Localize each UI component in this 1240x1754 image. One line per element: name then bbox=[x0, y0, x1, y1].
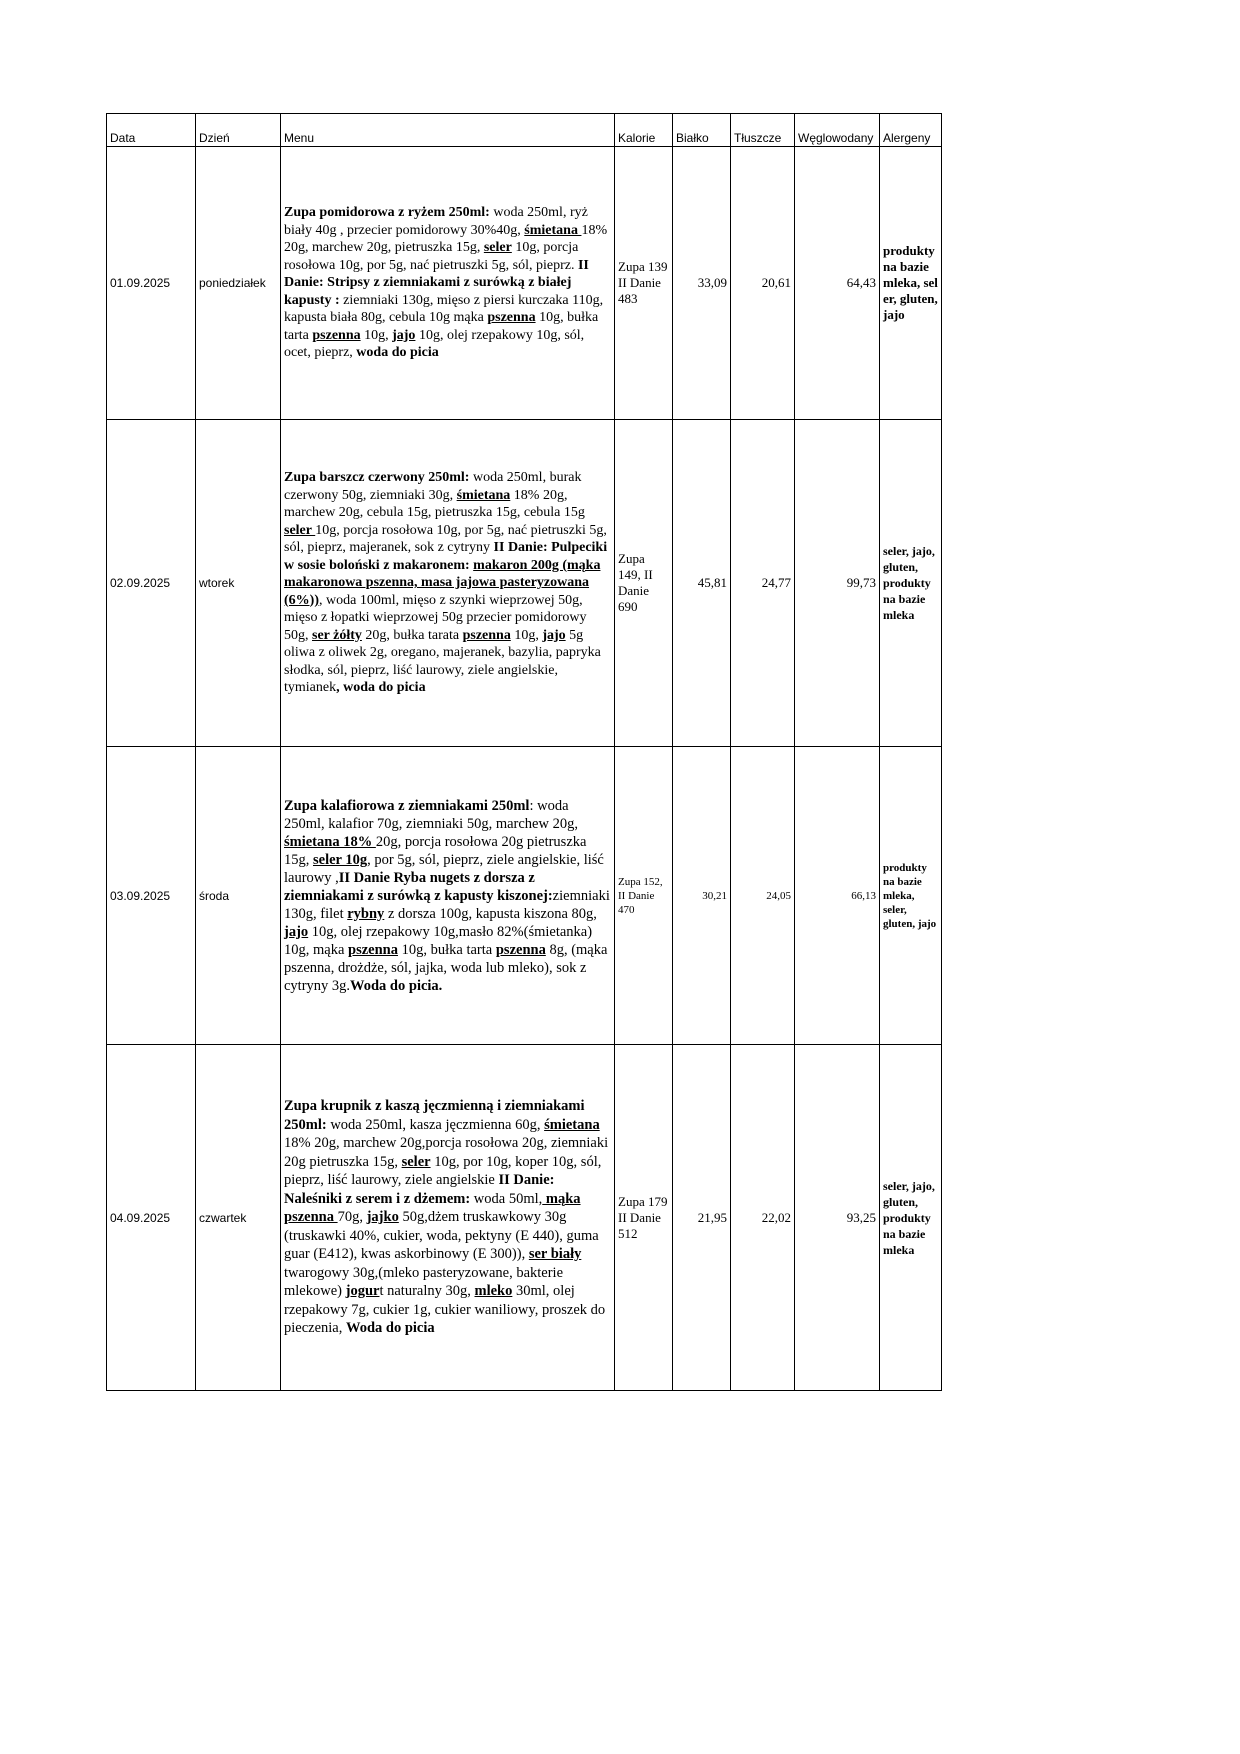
alergeny-cell: produkty na bazie mleka, seler, gluten,jajo bbox=[880, 147, 942, 420]
menu-text: 10g, bułka tarta bbox=[398, 941, 496, 958]
menu-text: ziemniaki 130g, filet bbox=[284, 887, 610, 922]
tluszcze-cell: 20,61 bbox=[731, 147, 795, 420]
bialko-cell: 33,09 bbox=[673, 147, 731, 420]
menu-text: : woda 250ml, kalafior 70g, ziemniaki 50g, marchew 20g, bbox=[284, 797, 578, 832]
menu-text: , woda do picia bbox=[336, 680, 426, 696]
header-bialko: Białko bbox=[673, 114, 731, 147]
allergen-text: rybny bbox=[347, 905, 385, 922]
menu-text: II Danie: Naleśniki z serem i z dżemem: bbox=[284, 1172, 555, 1207]
date-cell: 02.09.2025 bbox=[107, 420, 196, 747]
allergen-text: jogur bbox=[345, 1283, 380, 1300]
menu-text: 5g oliwa z oliwek 2g, oregano, majeranek, bazylia, papryka słodka, sól, pieprz, liść laurowy, ziele angielskie, tymianek bbox=[284, 627, 601, 696]
allergen-text: seler bbox=[284, 522, 316, 538]
header-alergeny: Alergeny bbox=[880, 114, 942, 147]
menu-text: , por 5g, sól, pieprz, ziele angielskie, liść laurowy , bbox=[284, 851, 604, 886]
header-weglowodany: Węglowodany bbox=[795, 114, 880, 147]
menu-text: 18% 20g, marchew 20g,porcja rosołowa 20g, ziemniaki 20g pietruszka 15g, bbox=[284, 1135, 609, 1170]
allergen-text: pszenna bbox=[487, 310, 536, 326]
menu-text: Zupa kalafiorowa z ziemniakami 250ml bbox=[284, 797, 530, 814]
menu-text: 10g, olej rzepakowy 10g,masło 82%(śmietanka) 10g, mąka bbox=[284, 923, 593, 958]
date-cell: 01.09.2025 bbox=[107, 147, 196, 420]
menu-text: II Danie: Pulpeciki w sosie boloński z makaronem: bbox=[284, 540, 608, 573]
menu-cell bbox=[281, 747, 615, 1045]
menu-text: 10g, bbox=[360, 327, 393, 343]
menu-text: 10g, olej rzepakowy 10g, sól, ocet, pieprz, bbox=[284, 327, 585, 361]
menu-text: 18% 20g, marchew 20g, cebula 15g, pietruszka 15g, cebula 15g bbox=[284, 487, 585, 521]
bialko-cell: 30,21 bbox=[673, 747, 731, 1045]
allergen-text: jajo bbox=[284, 923, 309, 940]
menu-text: Zupa barszcz czerwony 250ml: bbox=[284, 470, 470, 486]
bialko-cell: 21,95 bbox=[673, 1045, 731, 1391]
day-cell: środa bbox=[196, 747, 281, 1045]
weglowodany-cell: 99,73 bbox=[795, 420, 880, 747]
allergen-text: pszenna bbox=[312, 327, 361, 343]
kalorie-cell: Zupa 152, II Danie 470 bbox=[615, 747, 673, 1045]
allergen-text: seler bbox=[483, 240, 512, 256]
table-row bbox=[107, 420, 942, 747]
tluszcze-cell: 24,77 bbox=[731, 420, 795, 747]
header-tluszcze: Tłuszcze bbox=[731, 114, 795, 147]
menu-text: woda 50ml, bbox=[470, 1190, 543, 1207]
allergen-text: mleko bbox=[474, 1283, 513, 1300]
allergen-text: śmietana 18% bbox=[284, 833, 376, 850]
date-cell: 03.09.2025 bbox=[107, 747, 196, 1045]
allergen-text: mąka pszenna bbox=[284, 1190, 581, 1226]
allergen-text: pszenna bbox=[348, 941, 398, 958]
day-cell: czwartek bbox=[196, 1045, 281, 1391]
menu-text: 50g,dżem truskawkowy 30g (truskawki 40%, cukier, woda, pektyny (E 440), guma guar (E412), kwas askorbinowy (E 300)), bbox=[284, 1209, 599, 1263]
allergen-text: śmietana bbox=[456, 487, 511, 503]
menu-text: 10g, por 10g, koper 10g, sól, pieprz, liść laurowy, ziele angielskie bbox=[284, 1153, 602, 1189]
allergen-text: ser żółty bbox=[312, 627, 362, 643]
menu-text: woda 250ml, kasza jęczmienna 60g, bbox=[326, 1116, 545, 1133]
allergen-text: seler 10g bbox=[313, 851, 368, 868]
menu-text: 20g, bułka tarata bbox=[361, 627, 463, 643]
menu-cell bbox=[281, 1045, 615, 1391]
menu-text: Woda do picia. bbox=[350, 977, 443, 994]
allergen-text: śmietana bbox=[544, 1116, 600, 1133]
allergen-text: jajo bbox=[542, 627, 566, 643]
menu-text: t naturalny 30g, bbox=[379, 1283, 475, 1300]
menu-text: twarogowy 30g,(mleko pasteryzowane, bakterie mlekowe) bbox=[284, 1264, 564, 1300]
menu-text: z dorsza 100g, kapusta kiszona 80g, bbox=[384, 905, 597, 922]
allergen-text: ser biały bbox=[528, 1246, 582, 1263]
menu-text: II Danie Ryba nugets z dorsza z ziemniakami z surówką z kapusty kiszonej: bbox=[284, 869, 553, 904]
menu-text: Zupa pomidorowa z ryżem 250ml: bbox=[284, 205, 490, 221]
tluszcze-cell: 24,05 bbox=[731, 747, 795, 1045]
menu-text: ziemniaki 130g, mięso z piersi kurczaka 110g, kapusta biała 80g, cebula 10g mąka bbox=[284, 292, 604, 326]
header-dzien: Dzień bbox=[196, 114, 281, 147]
menu-text: 10g, porcja rosołowa 10g, por 5g, nać pietruszki 5g, sól, pieprz, majeranek, sok z cytryny bbox=[284, 522, 607, 556]
alergeny-cell: seler, jajo, gluten, produkty na bazie mleka bbox=[880, 1045, 942, 1391]
allergen-text: śmietana bbox=[524, 222, 582, 238]
header-menu: Menu bbox=[281, 114, 615, 147]
header-data: Data bbox=[107, 114, 196, 147]
day-cell: wtorek bbox=[196, 420, 281, 747]
menu-text: 8g, (mąka pszenna, drożdże, sól, jajka, woda lub mleko), sok z cytryny 3g. bbox=[284, 941, 608, 994]
table-row bbox=[107, 147, 942, 420]
menu-table bbox=[106, 113, 942, 1391]
allergen-text: jajko bbox=[366, 1209, 399, 1226]
menu-text: woda 250ml, ryż biały 40g , przecier pomidorowy 30%40g, bbox=[284, 205, 588, 238]
weglowodany-cell: 64,43 bbox=[795, 147, 880, 420]
menu-text: woda do picia bbox=[356, 345, 439, 361]
kalorie-cell: Zupa 149, II Danie 690 bbox=[615, 420, 673, 747]
allergen-text: makaron 200g (mąka makaronowa pszenna, masa jajowa pasteryzowana (6%)) bbox=[284, 557, 601, 608]
table-row bbox=[107, 1045, 942, 1391]
menu-text: 18% 20g, marchew 20g, pietruszka 15g, bbox=[284, 222, 608, 256]
menu-text: Woda do picia bbox=[346, 1320, 435, 1337]
date-cell: 04.09.2025 bbox=[107, 1045, 196, 1391]
menu-cell bbox=[281, 420, 615, 747]
menu-cell bbox=[281, 147, 615, 420]
menu-text: 10g, bułka tarta bbox=[284, 310, 599, 343]
menu-text: , woda 100ml, mięso z szynki wieprzowej 50g, mięso z łopatki wieprzowej 50g przecier pomidorowy 50g, bbox=[284, 592, 587, 643]
allergen-text: seler bbox=[401, 1153, 431, 1170]
header-kalorie: Kalorie bbox=[615, 114, 673, 147]
allergen-text: pszenna bbox=[495, 941, 546, 958]
header-row bbox=[107, 114, 942, 147]
menu-text: 10g, porcja rosołowa 10g, por 5g, nać pietruszki 5g, sól, pieprz. bbox=[284, 240, 579, 273]
alergeny-cell: seler, jajo, gluten, produkty na bazie mleka bbox=[880, 420, 942, 747]
alergeny-cell: produkty na bazie mleka, seler, gluten, jajo bbox=[880, 747, 942, 1045]
menu-text: 30ml, olej rzepakowy 7g, cukier 1g, cukier waniliowy, proszek do pieczenia, bbox=[284, 1283, 606, 1337]
menu-text: 20g, porcja rosołowa 20g pietruszka 15g, bbox=[284, 833, 587, 868]
menu-text: 70g, bbox=[337, 1209, 367, 1226]
menu-text: II Danie: Stripsy z ziemniakami z surówką z białej kapusty : bbox=[284, 257, 589, 308]
menu-text: woda 250ml, burak czerwony 50g, ziemniaki 30g, bbox=[284, 470, 582, 503]
menu-text: Zupa krupnik z kaszą jęczmienną i ziemniakami 250ml: bbox=[284, 1098, 585, 1133]
day-cell: poniedziałek bbox=[196, 147, 281, 420]
menu-text: 10g, bbox=[510, 627, 543, 643]
allergen-text: pszenna bbox=[462, 627, 511, 643]
bialko-cell: 45,81 bbox=[673, 420, 731, 747]
table-row bbox=[107, 747, 942, 1045]
kalorie-cell: Zupa 139 II Danie 483 bbox=[615, 147, 673, 420]
weglowodany-cell: 66,13 bbox=[795, 747, 880, 1045]
weglowodany-cell: 93,25 bbox=[795, 1045, 880, 1391]
allergen-text: jajo bbox=[392, 327, 416, 343]
kalorie-cell: Zupa 179 II Danie 512 bbox=[615, 1045, 673, 1391]
tluszcze-cell: 22,02 bbox=[731, 1045, 795, 1391]
